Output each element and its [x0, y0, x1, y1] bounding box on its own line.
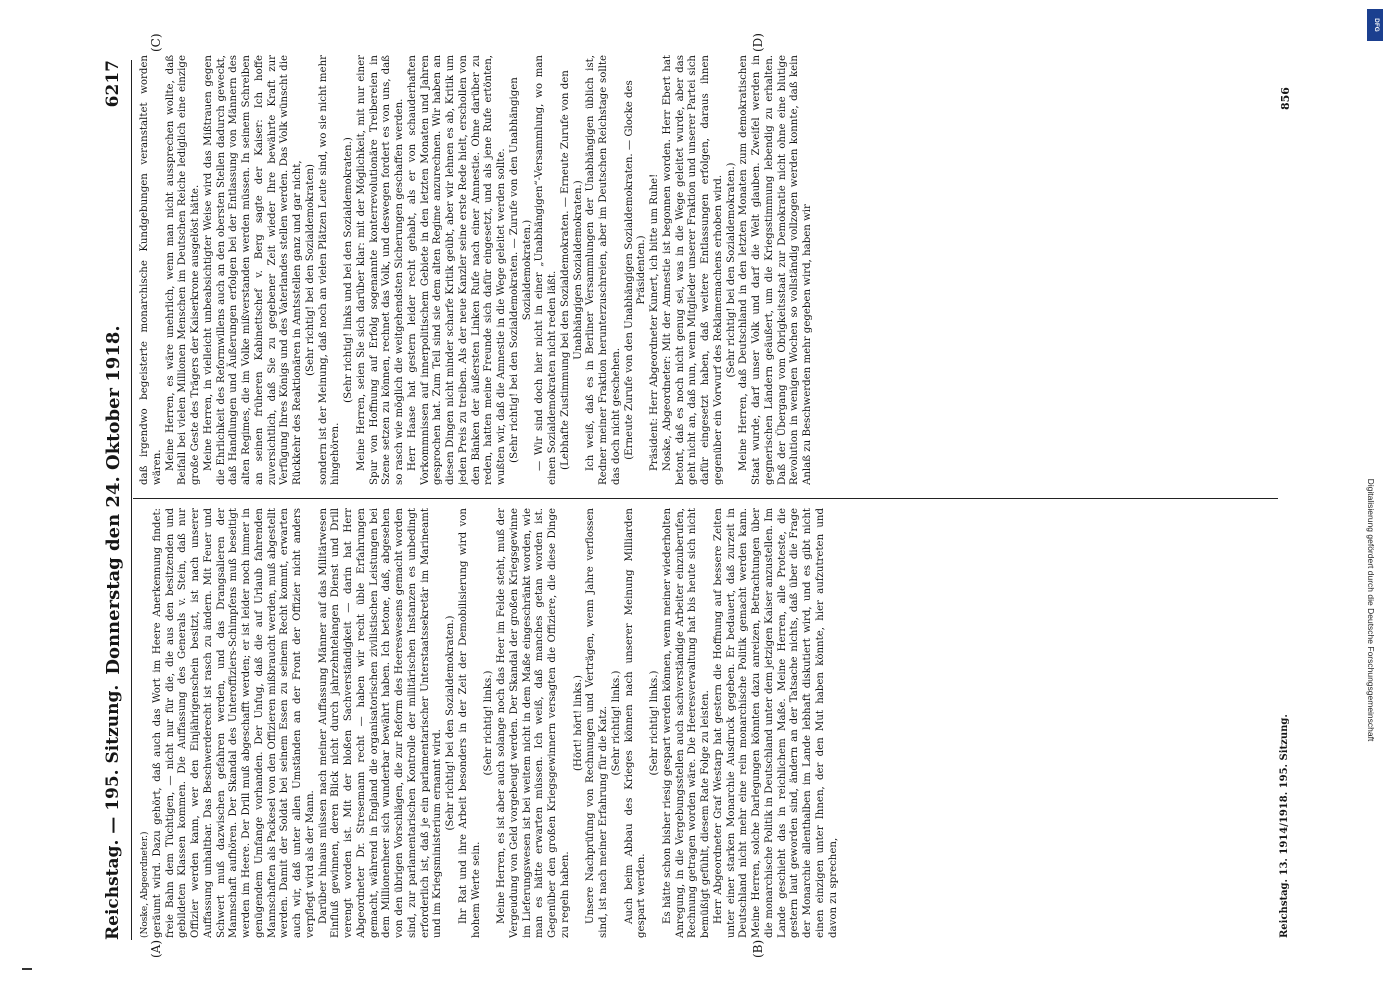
paragraph: Es hätte schon bisher riesig gespart werden können, wenn meiner wiederholten Anregung, in die Vergebungsstellen auch sachverständige Arbeiter einzuberufen, Rechnung getragen worden wäre. Die Heeresverwaltung hat bis heute sich nicht bemüßigt gefühlt, diesem Rate Folge zu leisten. — [661, 508, 711, 938]
header-date: Donnerstag den 24. Oktober 1918. — [103, 325, 124, 675]
paragraph: (Sehr richtig! links und bei den Sozialdemokraten.) — [343, 137, 354, 403]
paragraph: Herr Abgeordneter Graf Westarp hat gestern die Hoffnung auf bessere Zeiten unter einer starken Monarchie Ausdruck gegeben. Er bedauert, daß zurzeit in Deutschland nicht mehr eine rein monarchische Politik gemacht werden kann. Meine Herren, solche Darlegungen könnten dazu anreizen, Betrachtungen über die monarchische Politik in Deutschland unter dem jetzigen Kaiser anzustellen. Im Lande geschieht das in reichlichem Maße. Meine Herren, alle Proteste, die gestern laut geworden sind, ändern an der Tatsache nichts, daß über die Frage der Monarchie allenthalben im Lande lebhaft diskutiert wird, und es gibt nicht einen einzigen unter Ihnen, der den Mut haben könnte, hier aufzutreten und davon zu sprechen, — [712, 508, 839, 938]
left-text-column — [139, 508, 1279, 938]
paragraph: geräumt wird. Dazu gehört, daß auch das Wort im Heere Anerkennung findet: freie Bahn dem Tüchtigen, — nicht nur für die, die aus den besitzenden und gebildeten Klassen kommen. Die Auffassung des Generals v. Stein, daß nur Offizier werden kann, wer den Einjährigenschein besitzt, ist nach unserer Auffassung unhaltbar. Das Beschwerderecht ist rasch zu ändern. Mit Feuer und Schwert muß dazwischen gefahren werden, und das Drangsalieren der Mannschaft aufhören. Der Skandal des Unteroffiziers-Schimpfens muß beseitigt werden im Heere. Der Drill muß abgeschafft werden; er ist leider noch immer in genügendem Umfange vorhanden. Der Unfug, daß die auf Urlaub fahrenden Mannschaften als Packesel von den Offizieren mißbraucht werden, muß abgestellt werden. Damit der Soldat bei seinem Essen zu seinem Recht kommt, erwarten auch wir, daß unter allen Umständen an der Front der Offizier nicht anders verpflegt wird als der Mann. — [151, 508, 316, 938]
paragraph: (Sehr richtig! bei den Sozialdemokraten) — [304, 164, 316, 376]
margin-tick — [22, 968, 32, 970]
paragraph: (Sehr richtig! links.) — [610, 670, 622, 776]
paragraph: (Noske, Abgeordneter.) — [140, 831, 150, 938]
paragraph: (Erneute Zurufe von den Unabhängigen Sozialdemokraten. — Glocke des Präsidenten.) — [623, 80, 648, 460]
paragraph: Meine Herren, es ist aber auch solange noch das Heer im Felde steht, muß der Vergeudung von Geld vorgebeugt werden. Der Skandal der großen Kriegsgewinne im Lieferungswesen ist bei weitem nicht in dem Maße eingeschränkt worden, wie man es hätte erwarten müssen. Ich weiß, daß manches getan worden ist. Gegenüber den großen Kriegsgewinnern versagten die Offiziere, die diese Dinge zu regeln haben. — [496, 508, 571, 938]
paragraph: Noske, Abgeordneter: Mit der Amnestie ist begonnen worden. Herr Ebert hat betont, daß es noch nicht genug sei, was in die Wege geleitet wurde, aber das geht nicht an, daß nun, wenn Mitglieder unserer Fraktion und unserer Partei sich dafür eingesetzt haben, daß weitere Entlassungen erfolgen, daraus ihnen gegenüber ein Vorwurf des Reklamemachens erhoben wird. — [661, 55, 724, 485]
paragraph: Meine Herren, in vielleicht unbeabsichtigter Weise wird das Mißtrauen gegen die Ehrlichkeit des Reformwillens auch an den obersten Stellen dadurch geweckt, daß Handlungen und Äußerungen erfolgen bei der Entlassung von Männern des alten Regimes, die im Volke mißverstanden werden müssen. In seinem Schreiben an seinen früheren Kabinettschef v. Berg sagte der Kaiser: Ich hoffe zuversichtlich, daß Sie zu gegebener Zeit wieder Ihre bewährte Kraft zur Verfügung Ihres Königs und des Vaterlandes stellen werden. Das Volk wünscht die Rückkehr des Reaktionären in Amtsstellen ganz und gar nicht, — [202, 55, 303, 485]
rotated-page-content — [51, 20, 1331, 980]
funding-note: Digitalisierung gefördert durch die Deutsche Forschungsgemeinschaft — [1366, 478, 1376, 742]
paragraph: Meine Herren, seien Sie sich darüber klar: mit der Möglichkeit, mit nur einer Spur von Hoffnung auf Erfolg sogenannte konterrevolutionäre Treibereien in Szene setzen zu können, rechnet das Volk, und deswegen fordert es von uns, daß so rasch wie möglich die weitgehendsten Sicherungen geschaffen werden. — [355, 55, 405, 485]
paragraph: Herr Haase hat gestern leider recht gehabt, als er von schauderhaften Vorkommnissen auf innerpolitischem Gebiete in den letzten Monaten und Jahren gesprochen hat. Zum Teil sind sie dem alten Regime anzurechnen. Wir haben an diesen Dingen nicht minder scharfe Kritik geübt, aber wir lehnen es ab, Kritik um jeden Preis zu treiben. Als der neue Kanzler seine erste Rede hielt, erschollen von den Bänken der äußersten Linken Rufe nach einer Amnestie. Ohne darüber zu reden, hatten meine Freunde sich dafür eingesetzt, und als jene Rufe ertönten, wußten wir, daß die Amnestie in die Wege geleitet werden sollte. — [406, 55, 507, 485]
paragraph: sondern ist der Meinung, daß noch an vielen Plätzen Leute sind, wo sie nicht mehr hingehören. — [317, 55, 342, 485]
column-divider — [133, 498, 1278, 499]
paragraph: daß irgendwo begeisterte monarchische Kundgebungen veranstaltet worden wären. — [139, 55, 163, 485]
paragraph: (Lebhafte Zustimmung bei den Sozialdemokraten. — Erneute Zurufe von den Unabhängigen Sozialdemokraten.) — [559, 70, 584, 470]
right-text-column — [139, 55, 1279, 485]
margin-marker-d: (D) — [751, 33, 765, 52]
paragraph: (Sehr richtig! links.) — [649, 670, 660, 776]
header-left: Reichstag. — 195. Sitzung. — [103, 684, 123, 940]
paragraph: Präsident: Herr Abgeordneter Kunert, ich bitte um Ruhe! — [649, 173, 660, 471]
page-footer: Reichstag. 13. 1914/1918. 195. Sitzung. — [1279, 714, 1290, 938]
paragraph: Darüber hinaus müssen nach meiner Auffassung Männer auf das Militärwesen Einfluß gewinnen, deren Blick nicht durch jahrzehntelangen Dienst und Drill verengt worden ist. Mit der bloßen Sachverständigkeit — darin hat Herr Abgeordneter Dr. Stresemann recht — haben wir recht üble Erfahrungen gemacht, während in England die organisatorischen zivilistischen Leistungen bei dem Millionenheer sich wunderbar bewährt haben. Ich betone, daß, abgesehen von den übrigen Vorschlägen, die zur Reform des Heereswesens gemacht worden sind, zur parlamentarischen Kontrolle der militärischen Instanzen es unbedingt erforderlich ist, daß je ein parlamentarischer Unterstaatssekretär im Marineamt und im Kriegsministerium ernannt wird. — [317, 508, 444, 938]
paragraph: Meine Herren, daß Deutschland in den letzten Monaten zum demokratischen Staat wurde, darf unser Volk und darf die Welt glauben. Zweifel werden in gegnerischen Ländern geäußert, um die Kriegsstimmung lebendig zu erhalten. Daß der Übergang vom Obrigkeitsstaat zur Demokratie nicht ohne eine blutige Revolution in wenigen Wochen so vollständig vollzogen werden konnte, daß kein Anlaß zu Beschwerden mehr gegeben wird, haben wir — [738, 55, 813, 485]
paragraph: — Wir sind doch hier nicht in einer „Unabhängigen“-Versammlung, wo man einen Sozialdemokraten nicht reden läßt. — [534, 55, 558, 485]
margin-marker-b: (B) — [751, 939, 765, 958]
header-rule — [131, 60, 132, 940]
paragraph: (Sehr richtig! bei den Sozialdemokraten.) — [445, 615, 456, 831]
paragraph: (Sehr richtig! bei den Sozialdemokraten.) — [725, 162, 737, 378]
margin-marker-a: (A) — [149, 939, 163, 958]
paragraph: (Hört! hört! links.) — [572, 675, 584, 771]
page-header — [103, 60, 127, 940]
header-page-number: 6217 — [103, 60, 123, 108]
dfg-logo — [1366, 8, 1383, 42]
paragraph: Ich weiß, daß es in Berliner Versammlungen der Unabhängigen üblich ist, Redner meiner Fraktion herunterzuschreien, aber im Deutschen Reichstage sollte das doch nicht geschehen. — [585, 55, 622, 485]
dfg-logo-text: DFG — [1373, 18, 1380, 32]
footer-page-number: 856 — [1279, 87, 1292, 110]
paragraph: Ihr Rat und ihre Arbeit besonders in der Zeit der Demobilisierung wird von hohem Werte sein. — [457, 508, 482, 938]
paragraph: (Sehr richtig! links.) — [483, 670, 495, 776]
paragraph: Meine Herren, es wäre unehrlich, wenn man nicht aussprechen wollte, daß Beifall bei vielen Millionen Menschen im Deutschen Reiche lediglich eine einzige große Geste des Trägers der Kaiserkrone ausgelöst hätte. — [164, 55, 201, 485]
paragraph: Auch beim Abbau des Krieges können nach unserer Meinung Milliarden gespart werden. — [623, 508, 648, 938]
margin-marker-c: (C) — [149, 33, 163, 52]
paragraph: Unsere Nachprüfung von Rechnungen und Verträgen, wenn Jahre verflossen sind, ist nach meiner Erfahrung für die Katz. — [585, 508, 609, 938]
paragraph: (Sehr richtig! bei den Sozialdemokraten. — Zurufe von den Unabhängigen Sozialdemokraten.) — [508, 77, 533, 463]
